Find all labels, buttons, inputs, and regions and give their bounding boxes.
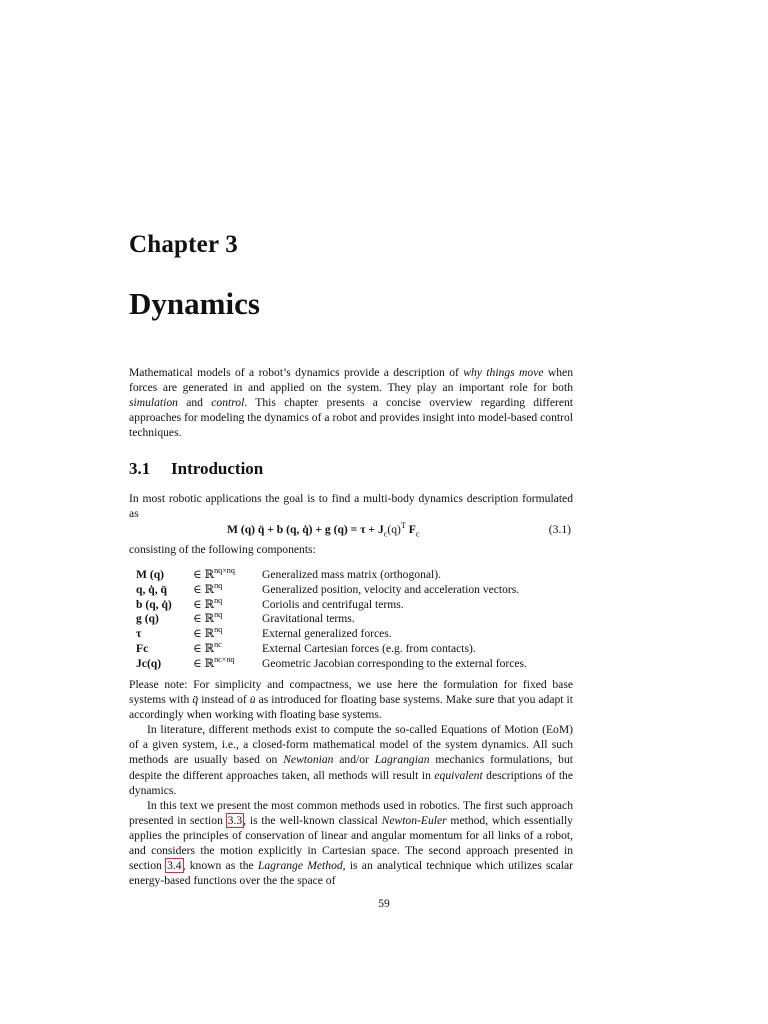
lead-text: In most robotic applications the goal is to find a multi-body dynamics description formulated as: [129, 492, 573, 521]
section-3-4-link[interactable]: 3.4: [167, 859, 182, 873]
component-set: ∈ ℝ$^{nc}$: [193, 639, 222, 655]
component-set: ∈ ℝ$^{nq}$: [193, 625, 223, 640]
component-symbol: q, q̇, q̈: [136, 582, 167, 596]
component-symbol: Jc(q): [136, 656, 162, 670]
component-description: Geometric Jacobian corresponding to the external forces.: [262, 656, 527, 670]
section-title: Introduction: [171, 459, 264, 478]
page-number: 59: [378, 897, 390, 910]
component-symbol: M (q): [136, 568, 165, 581]
equation-number: (3.1): [548, 523, 571, 536]
component-description: External Cartesian forces (e.g. from contacts).: [262, 641, 476, 655]
component-description: Generalized mass matrix (orthogonal).: [262, 568, 441, 581]
component-description: Generalized position, velocity and acceleration vectors.: [262, 582, 520, 596]
component-description: Gravitational terms.: [262, 612, 355, 626]
component-set: ∈ ℝ$^{nq}$: [193, 580, 223, 596]
chapter-label: Chapter 3: [129, 231, 238, 258]
section-heading: [129, 459, 263, 479]
component-symbol: τ: [136, 627, 142, 640]
component-symbol: Fc: [136, 641, 149, 655]
component-set: ∈ ℝ$^{nq}$: [193, 595, 223, 611]
component-symbol: g (q): [136, 612, 159, 626]
section-3-3-link[interactable]: 3.3: [227, 813, 243, 827]
component-set: ∈ ℝ$^{nq}$: [193, 610, 223, 626]
component-set: ∈ ℝ$^{nc\times nq}$: [193, 654, 235, 670]
equation-3-1: [129, 522, 573, 538]
literature-paragraph: In literature, different methods exist to compute the so-called Equations of Motion (EoM) of a given system, i.e., a closed-form mathematical model of the system dynamics. All such methods are usually based on Newtonian and/or Lagrangian mechanics formulations, but despite the different approaches taken, all methods will result in equivalent descriptions of the dynamics.: [129, 723, 573, 797]
chapter-title: Dynamics: [129, 286, 260, 321]
note-paragraph: Please note: For simplicity and compactness, we use here the formulation for fixed base systems with q̈ instead of u̇ as introduced for floating base systems. Make sure that you adapt it accordingly when working with floating base systems.: [129, 678, 573, 722]
intro-paragraph: Mathematical models of a robot’s dynamics provide a description of why things move when forces are generated in and applied on the system. They play an important role for both simulation and control. This chapter presents a concise overview regarding different approaches for modeling the dynamics of a robot and provides insight into model-based control techniques.: [129, 366, 573, 440]
component-description: External generalized forces.: [262, 627, 392, 640]
component-symbol: b (q, q̇): [136, 597, 172, 611]
section-number: 3.1: [129, 459, 151, 478]
methods-paragraph: In this text we present the most common methods used in robotics. The first such approach presented in section 3.3, is the well-known classical Newton-Euler method, which essentially applies the principles of conservation of linear and angular momentum for all links of a robot, and considers the motion explicitly in Cartesian space. The second approach presented in section 3.4, known as the Lagrange Method, is an analytical technique which utilizes scalar energy-based functions over the the space of: [129, 798, 574, 888]
component-description: Coriolis and centrifugal terms.: [262, 597, 404, 611]
component-set: ∈ ℝ$^{nq\times nq}$: [193, 566, 235, 581]
body-text: [129, 677, 573, 888]
equation-body: M (q) q̈ + b (q, q̇) + g $(q) = \tau + J_c(q)^T$ $F_c$: [227, 521, 420, 539]
components-intro: consisting of the following components:: [129, 543, 316, 556]
